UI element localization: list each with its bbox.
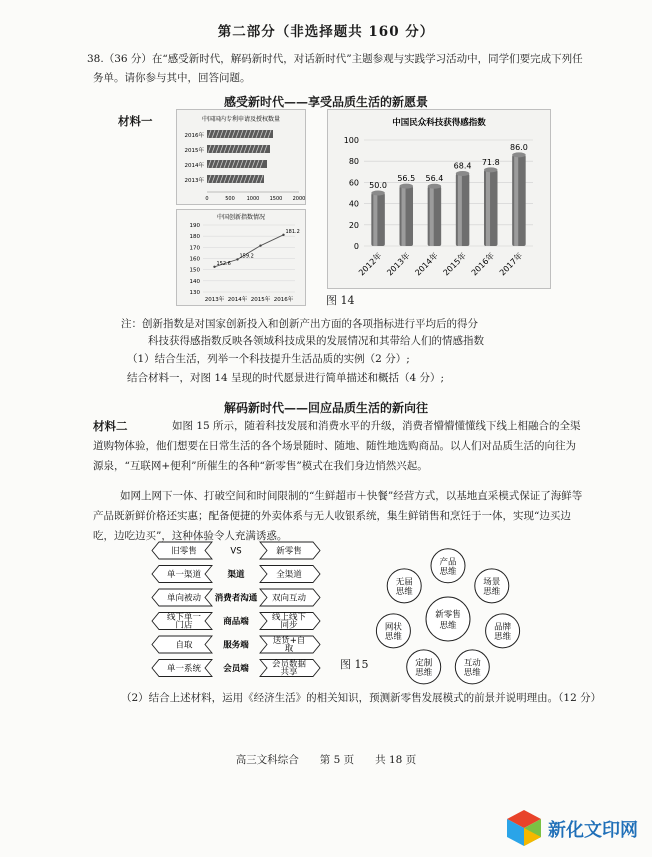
old-retail-label: 单一渠道	[166, 570, 202, 580]
new-retail-label: 全渠道	[276, 570, 302, 580]
innov-y-tick: 140	[189, 278, 200, 285]
patent-bar	[207, 130, 273, 138]
section1-title: 感受新时代——享受品质生活的新愿景	[223, 95, 428, 109]
sci-bar-highlight	[458, 173, 462, 246]
new-retail-label: 取	[284, 644, 294, 654]
sci-bar-highlight	[401, 186, 405, 246]
innov-point	[213, 266, 215, 268]
part-title: 第二部分（非选择题共 160 分）	[217, 24, 435, 40]
material2-para2: 如网上网下一体、打破空间和时间限制的“生鲜超市＋快餐”经营方式，以基地直采模式保证了海鲜等产品既新鲜价格还实惠；配备便捷的外卖体系与无人收银系统，集生鲜销售和烹饪于一体，实现“边买边吃，边吃边买”，这种体验令人充满诱惑。	[93, 490, 583, 542]
sci-tech-chart-svg	[328, 110, 550, 288]
thinking-label: 无届	[395, 577, 413, 588]
sci-value-label: 71.8	[481, 157, 500, 167]
sci-y-tick: 60	[348, 178, 359, 188]
innov-x-tick: 2016年	[273, 297, 294, 303]
dimension-label: 服务端	[223, 640, 249, 651]
thinking-label: 互动	[463, 658, 481, 669]
innov-value-label: 181.2	[285, 228, 300, 235]
question-intro: 38.（36 分）在“感受新时代，解码新时代，对话新时代”主题参观与实践学习活动中，同学们要完成下列任务单。请你参与其中，回答问题。	[87, 53, 583, 84]
new-retail-label: 线上线下	[271, 612, 307, 623]
sci-x-tick: 2016年	[469, 251, 497, 278]
sci-bar-highlight	[486, 170, 490, 246]
note-line2: 科技获得感指数反映各领域科技成果的发展情况和其带给人们的情感指数	[148, 335, 484, 347]
material1-label: 材料一	[118, 114, 153, 128]
sci-x-tick: 2014年	[413, 251, 440, 278]
innov-x-tick: 2014年	[227, 297, 248, 303]
old-retail-label: 自取	[175, 640, 193, 651]
sci-bar-cap	[428, 184, 442, 189]
sci-bar-cap	[484, 167, 498, 172]
old-retail-label: 门店	[175, 620, 193, 631]
sci-bar-cap	[371, 191, 385, 196]
thinking-label: 思维	[463, 667, 481, 678]
sci-tech-chart	[327, 109, 551, 289]
innovation-chart	[176, 209, 306, 306]
thinking-label: 思维	[395, 586, 413, 597]
thinking-label: 思维	[439, 566, 457, 577]
sci-y-tick: 80	[348, 157, 359, 167]
innov-point	[259, 244, 261, 246]
new-retail-label: 会员数据	[271, 659, 307, 670]
thinking-label: 思维	[483, 586, 501, 597]
innov-y-tick: 180	[189, 234, 200, 241]
sci-x-tick: 2013年	[385, 251, 412, 278]
innov-y-tick: 190	[189, 223, 200, 229]
dimension-label: VS	[230, 546, 242, 557]
site-logo	[504, 806, 644, 850]
task1-line2: 结合材料一，对图 14 呈现的时代愿景进行简单描述和概括（4 分）;	[127, 372, 445, 384]
patent-x-tick: 1000	[246, 196, 260, 202]
innov-point	[282, 234, 284, 236]
patent-cat-label: 2014年	[184, 163, 204, 169]
sci-bar-cap	[512, 152, 526, 157]
innov-x-tick: 2015年	[250, 297, 271, 303]
new-retail-label: 双向互动	[271, 593, 307, 604]
old-retail-label: 线下单一	[166, 612, 202, 623]
sci-bar-highlight	[430, 186, 434, 246]
innov-value-label: 152.6	[216, 260, 231, 267]
new-retail-label: 送货+自	[272, 636, 306, 646]
thinking-label: 思维	[384, 631, 402, 642]
sci-bar-cap	[456, 171, 470, 176]
innov-x-tick: 2013年	[204, 297, 225, 303]
sci-x-tick: 2012年	[357, 251, 384, 278]
center-label: 新零售	[435, 610, 461, 620]
retail-comparison-diagram	[148, 538, 328, 694]
patent-x-tick: 0	[205, 196, 209, 202]
dimension-label: 消费者沟通	[214, 593, 258, 604]
logo-text: 新化文印网	[548, 820, 638, 841]
cube-logo-icon	[504, 808, 544, 848]
sci-tech-chart-title: 中国民众科技获得感指数	[392, 118, 486, 128]
patent-cat-label: 2016年	[184, 133, 204, 139]
thinking-label: 思维	[415, 667, 433, 678]
thinking-label: 场景	[483, 577, 501, 588]
old-retail-label: 单一系统	[166, 664, 202, 674]
center-label: 思维	[439, 621, 457, 631]
dimension-label: 商品端	[223, 617, 249, 627]
innov-y-tick: 150	[189, 267, 200, 274]
thinking-label: 网状	[384, 622, 402, 633]
sci-x-tick: 2017年	[497, 251, 525, 278]
new-retail-label: 共享	[280, 667, 298, 678]
new-retail-thinking-diagram	[362, 543, 534, 693]
thinking-label: 品牌	[494, 622, 512, 633]
sci-x-tick: 2015年	[441, 251, 468, 278]
dimension-label: 渠道	[227, 570, 245, 580]
innov-point	[236, 258, 238, 260]
material2-para1	[93, 416, 586, 476]
old-retail-label: 旧零售	[171, 546, 197, 557]
innov-value-label: 159.2	[239, 253, 254, 260]
innov-y-tick: 170	[189, 245, 200, 252]
thinking-label: 思维	[494, 631, 512, 642]
patent-x-tick: 1500	[269, 196, 283, 202]
patent-chart	[176, 109, 306, 205]
section2-title: 解码新时代——回应品质生活的新向往	[223, 401, 428, 415]
sci-y-tick: 20	[348, 220, 359, 230]
innovation-chart-svg	[177, 210, 305, 305]
new-retail-label: 同步	[280, 620, 298, 631]
old-retail-label: 单向被动	[166, 593, 202, 604]
page-footer: 高三文科综合 第 5 页 共 18 页	[235, 754, 417, 766]
sci-y-tick: 40	[348, 199, 359, 209]
sci-value-label: 86.0	[510, 142, 528, 152]
patent-x-tick: 2000	[292, 196, 305, 202]
sci-value-label: 56.4	[425, 174, 444, 184]
sci-value-label: 50.0	[369, 181, 387, 190]
innov-y-tick: 130	[189, 290, 200, 296]
sci-bar-highlight	[373, 193, 377, 246]
thinking-label: 定制	[415, 658, 433, 669]
sci-bar-cap	[399, 184, 413, 189]
material2-para1-text: 如图 15 所示，随着科技发展和消费水平的升级，消费者懵懵懂懂线下线上相融合的全渠道购物体验，他们想要在日常生活的各个场景随时、随地、随性地选购商品。以人们对品质生活的向往为源泉，“互联网+便利”所催生的各种“新零售”模式在我们身边悄然兴起。	[93, 420, 581, 472]
sci-y-tick: 0	[353, 242, 359, 251]
sci-bar-highlight	[514, 155, 518, 246]
task2: （2）结合上述材料，运用《经济生活》的相关知识，预测新零售发展模式的前景并说明理由。（12 分）	[121, 692, 602, 704]
fig15-label: 图 15	[340, 658, 369, 671]
fig14-label: 图 14	[326, 294, 355, 307]
patent-bar	[207, 160, 267, 168]
innov-y-tick: 160	[189, 256, 200, 263]
new-retail-label: 新零售	[276, 546, 302, 557]
patent-cat-label: 2015年	[184, 148, 204, 154]
note-line1: 注：创新指数是对国家创新投入和创新产出方面的各项指标进行平均后的得分	[121, 318, 478, 330]
material2-label: 材料二	[93, 419, 128, 433]
task1-line1: （1）结合生活，列举一个科技提升生活品质的实例（2 分）;	[127, 353, 410, 365]
innovation-chart-title: 中国创新指数情况	[216, 214, 266, 221]
thinking-label: 产品	[439, 557, 457, 568]
patent-x-tick: 500	[225, 196, 235, 202]
sci-y-tick: 100	[343, 136, 359, 145]
patent-chart-title: 中国国内专利申请及授权数量	[201, 116, 281, 123]
sci-value-label: 68.4	[453, 161, 472, 171]
dimension-label: 会员端	[223, 664, 249, 674]
patent-cat-label: 2013年	[184, 178, 204, 184]
patent-bar	[207, 175, 264, 183]
sci-value-label: 56.5	[397, 174, 416, 184]
patent-chart-svg	[177, 110, 305, 204]
